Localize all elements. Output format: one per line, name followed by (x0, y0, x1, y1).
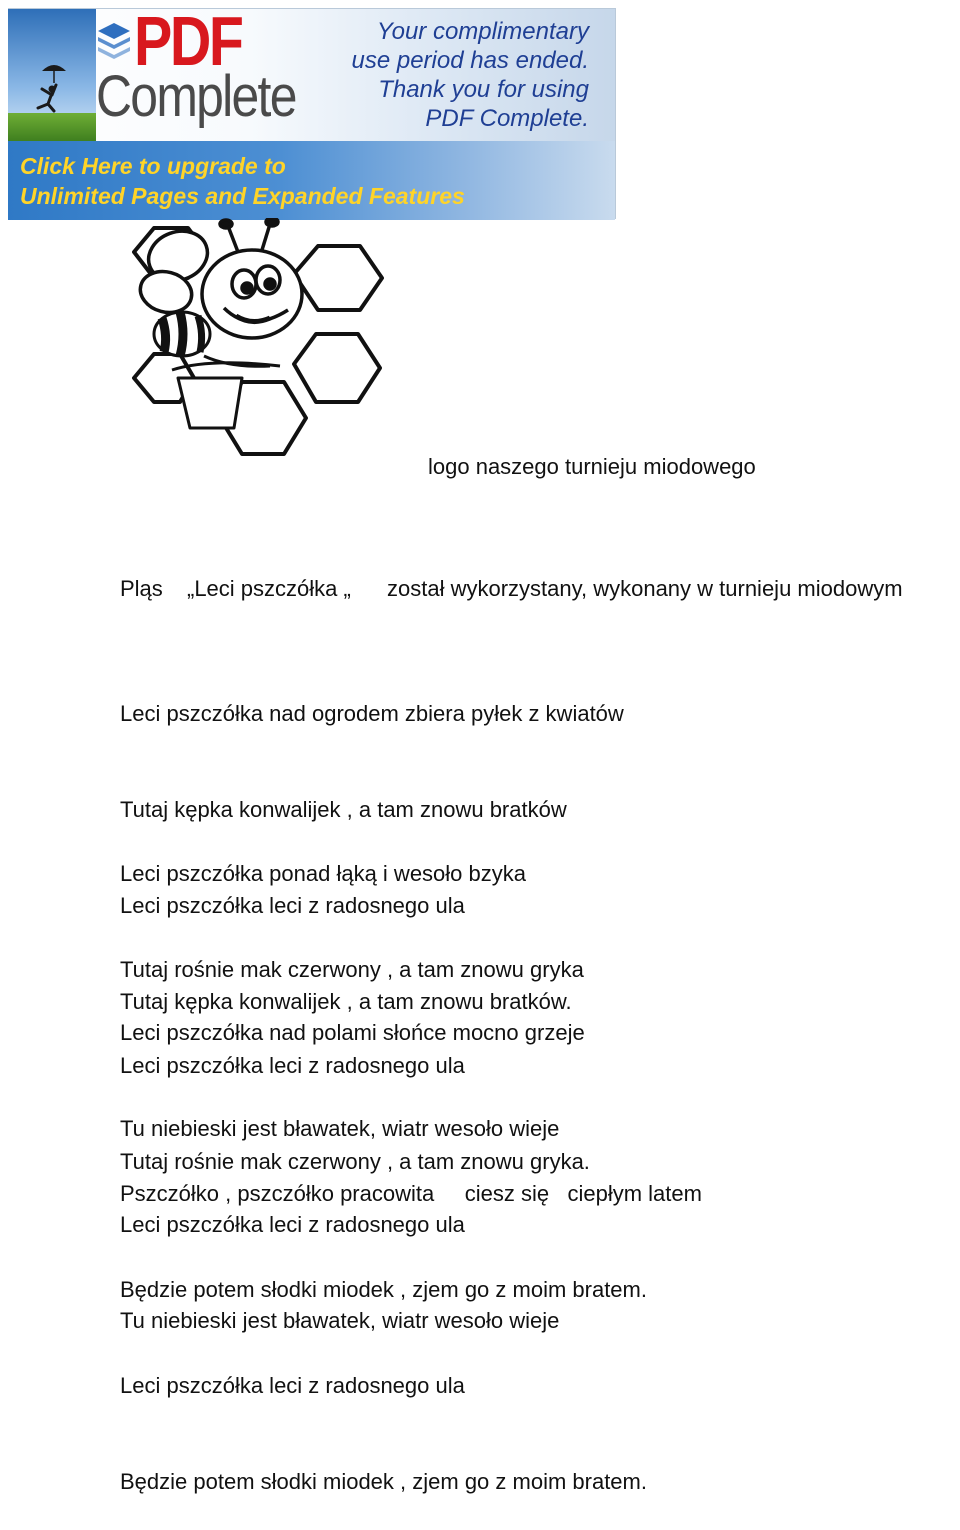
verse-line: Leci pszczółka leci z radosnego ula (120, 1373, 465, 1398)
verse-line: Pszczółko , pszczółko pracowita ciesz się ciepłym latem (120, 1181, 702, 1206)
verse-line: Leci pszczółka ponad łąką i wesoło bzyka (120, 861, 527, 886)
notice-line: use period has ended. (351, 47, 589, 74)
song-title-genre: Pląs (120, 576, 163, 601)
verse-line: Będzie potem słodki miodek , zjem go z moim bratem. (120, 1277, 647, 1302)
stanza-4 (120, 1114, 702, 1530)
notice-line: Thank you for using (378, 76, 589, 103)
pdf-complete-logo (96, 2, 336, 141)
pdf-complete-upgrade-banner[interactable] (8, 2, 616, 219)
verse-line: Leci pszczółka nad polami słońce mocno grzeje (120, 1020, 585, 1045)
upgrade-line[interactable]: Click Here to upgrade to (20, 153, 286, 179)
verse-line: Leci pszczółka nad ogrodem zbiera pyłek z kwiatów (120, 701, 624, 726)
verse-line: Tutaj rośnie mak czerwony , a tam znowu gryka. (120, 1149, 590, 1174)
bee-body (154, 312, 210, 356)
honeycomb-cell (294, 246, 382, 310)
notice-line: Your complimentary (376, 18, 589, 45)
brand-complete-text: Complete (96, 64, 296, 129)
banner-header (8, 2, 615, 141)
upgrade-text[interactable] (20, 151, 465, 211)
upgrade-line[interactable]: Unlimited Pages and Expanded Features (20, 183, 465, 209)
trial-ended-notice (329, 17, 589, 133)
honeycomb-cell (294, 334, 380, 402)
banner-photo (8, 9, 96, 141)
notice-line: PDF Complete. (425, 105, 589, 132)
verse-line: Tutaj rośnie mak czerwony , a tam znowu gryka (120, 957, 584, 982)
verse-line: Tutaj kępka konwalijek , a tam znowu bratków (120, 797, 567, 822)
song-title-name: „Leci pszczółka „ (187, 576, 351, 601)
verse-line: Leci pszczółka leci z radosnego ula (120, 1053, 465, 1078)
brand-pdf-text: PDF (134, 2, 242, 80)
verse-line: Tutaj kępka konwalijek , a tam znowu bratków. (120, 989, 572, 1014)
verse-line: Tu niebieski jest bławatek, wiatr wesoło wieje (120, 1116, 560, 1141)
song-title-note: został wykorzystany, wykonany w turnieju miodowym (387, 576, 903, 601)
bee-honeycomb-logo (120, 218, 400, 468)
logo-caption: logo naszego turnieju miodowego (428, 454, 756, 479)
verse-line: Tu niebieski jest bławatek, wiatr wesoło wieje (120, 1308, 560, 1333)
bee-head (202, 218, 302, 338)
verse-line: Będzie potem słodki miodek , zjem go z moim bratem. (120, 1469, 647, 1494)
upgrade-link[interactable] (8, 141, 615, 220)
verse-line: Leci pszczółka leci z radosnego ula (120, 893, 465, 918)
verse-line: Leci pszczółka leci z radosnego ula (120, 1212, 465, 1237)
stacked-layers-icon (96, 21, 132, 61)
